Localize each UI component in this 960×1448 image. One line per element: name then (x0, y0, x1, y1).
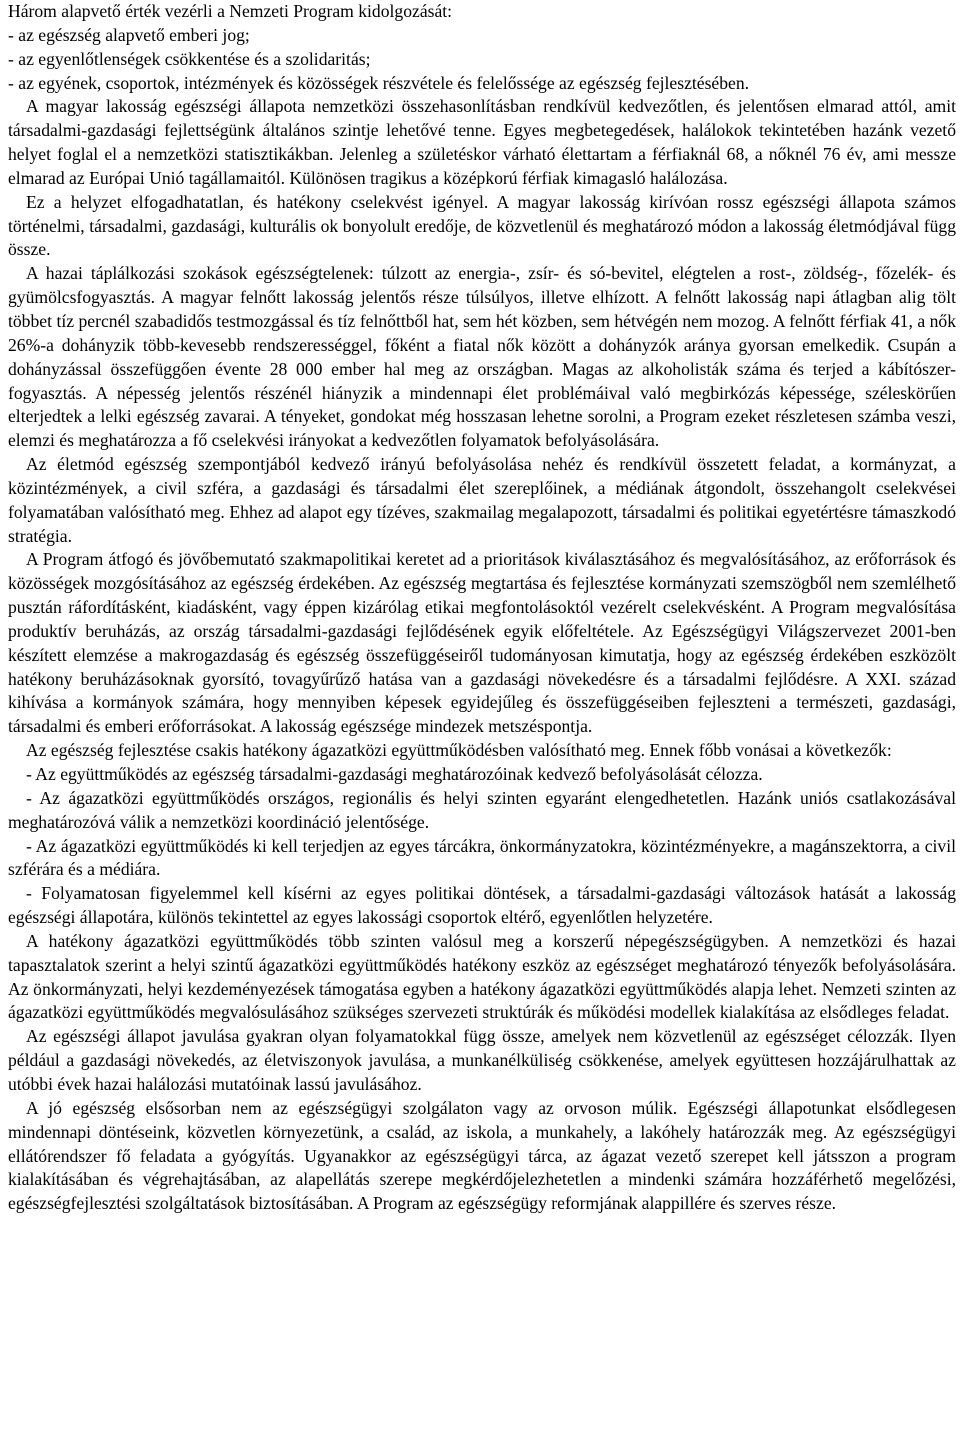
body-paragraph: A jó egészség elsősorban nem az egészségügyi szolgálaton vagy az orvoson múlik. Egészségi állapotunkat elsődlegesen mindennapi döntéseink, közvetlen környezetünk, a család, az iskola, a munkahely, a lakóhely határozzák meg. Az egészségügyi ellátórendszer fő feladata a gyógyítás. Ugyanakkor az egészségügyi tárca, az ágazat vezető szerepet kell játsszon a program kialakításában és végrehajtásában, az alapellátás szerepe megkérdőjelezhetetlen a mindenki számára hozzáférhető megelőzési, egészségfejlesztési szolgáltatások biztosításában. A Program az egészségügy reformjának alappillére és szerves része. (8, 1097, 956, 1214)
value-list-item: - az egyének, csoportok, intézmények és közösségek részvétele és felelőssége az egészség fejlesztésében. (8, 72, 750, 93)
body-paragraph: A magyar lakosság egészségi állapota nemzetközi összehasonlításban rendkívül kedvezőtlen, és jelentősen elmarad attól, amit társadalmi-gazdasági fejlettségünk általános szintje lehetővé tenne. Egyes megbetegedések, halálokok tekintetében hazánk vezető helyet foglal el a nemzetközi statisztikákban. Jelenleg a születéskor várható élettartam a férfiaknál 68, a nőknél 76 év, ami messze elmarad az Európai Unió tagállamaitól. Különösen tragikus a középkorú férfiak kimagasló halálozása. (8, 96, 956, 188)
body-paragraph: A hatékony ágazatközi együttműködés több szinten valósul meg a korszerű népegészségügyben. A nemzetközi és hazai tapasztalatok szerint a helyi szintű ágazatközi együttműködés hatékony eszköz az egészséget meghatározó tényezők befolyásolására. Az önkormányzati, helyi kezdeményezések támogatása egyben a hatékony ágazatközi együttműködés alapja lehet. Nemzeti szinten az ágazatközi együttműködés megvalósulásához szükséges szervezeti struktúrák és működési modellek kialakítása az elsődleges feladat. (8, 930, 956, 1023)
body-paragraph: Az életmód egészség szempontjából kedvező irányú befolyásolása nehéz és rendkívül összetett feladat, a kormányzat, a közintézmények, a civil szféra, a gazdasági és társadalmi élet szereplőinek, a médiának átgondolt, összehangolt cselekvései folyamatában valósítható meg. Ehhez ad alapot egy tízéves, szakmailag megalapozott, társadalmi és politikai egyetértésre támaszkodó stratégia. (8, 454, 956, 546)
cooperation-list-item: - Folyamatosan figyelemmel kell kísérni az egyes politikai döntések, a társadalmi-gazdasági változások hatását a lakosság egészségi állapotára, különös tekintettel az egyes lakossági csoportok eltérő, egyenlőtlen helyzetére. (8, 883, 956, 928)
body-paragraph: Az egészségi állapot javulása gyakran olyan folyamatokkal függ össze, amelyek nem közvetlenül az egészséget célozzák. Ilyen például a gazdasági növekedés, az életviszonyok javulása, a munkanélküliség csökkenése, amelyek együttesen hozzájárulhattak az utóbbi évek hazai halálozási mutatóinak lassú javulásához. (8, 1026, 956, 1094)
cooperation-list-item: - Az ágazatközi együttműködés ki kell terjedjen az egyes tárcákra, önkormányzatokra, közintézményekre, a magánszektorra, a civil szférára és a médiára. (8, 835, 956, 880)
value-list-item: - az egészség alapvető emberi jog; (8, 24, 250, 45)
value-list-item: - az egyenlőtlenségek csökkentése és a szolidaritás; (8, 48, 371, 69)
document-page (8, 0, 956, 1216)
body-paragraph: Ez a helyzet elfogadhatatlan, és hatékony cselekvést igényel. A magyar lakosság kirívóan rossz egészségi állapota számos történelmi, társadalmi, gazdasági, kulturális ok bonyolult eredője, de közvetlenül és meghatározó módon a lakosság életmódjával függ össze. (8, 191, 956, 260)
cooperation-list-item: - Az ágazatközi együttműködés országos, regionális és helyi szinten egyaránt elengedhetetlen. Hazánk uniós csatlakozásával meghatározóvá válik a nemzetközi koordináció jelentősége. (8, 787, 956, 832)
body-paragraph: A hazai táplálkozási szokások egészségtelenek: túlzott az energia-, zsír- és só-bevitel, elégtelen a rost-, zöldség-, főzelék- és gyümölcsfogyasztás. A magyar felnőtt lakosság jelentős része túlsúlyos, illetve elhízott. A felnőtt lakosság napi átlagban alig tölt többet tíz percnél szabadidős testmozgással és tíz felnőttből hat, sem hét közben, sem hétvégén nem mozog. A felnőtt férfiak 41, a nők 26%-a dohányzik több-kevesebb rendszerességgel, főként a fiatal nők között a dohányzók aránya gyorsan emelkedik. Csupán a dohányzással összefüggően évente 28 000 ember hal meg az országban. Magas az alkoholisták száma és terjed a kábítószer-fogyasztás. A népesség jelentős részénél hiányzik a mindennapi élet problémáival való megbirkózás képessége, széleskörűen elterjedtek a lelki egészség zavarai. A tényeket, gondokat még hosszasan lehetne sorolni, a Program ezeket részletesen számba veszi, elemzi és meghatározza a fő cselekvési irányokat a kedvezőtlen folyamatok befolyásolására. (8, 263, 956, 451)
intro-line: Három alapvető érték vezérli a Nemzeti Program kidolgozását: (8, 1, 453, 21)
body-paragraph: Az egészség fejlesztése csakis hatékony ágazatközi együttműködésben valósítható meg. Ennek főbb vonásai a következők: (26, 740, 892, 761)
body-paragraph: A Program átfogó és jövőbemutató szakmapolitikai keretet ad a prioritások kiválasztásához és megvalósításához, az erőforrások és közösségek mozgósításához az egészség érdekében. Az egészség megtartása és fejlesztése kormányzati szemszögből nem szemlélhető pusztán ráfordításként, kiadásként, vagy éppen kizárólag etikai megfontolásoktól vezérelt cselekvésként. A Program megvalósítása produktív beruházás, az ország társadalmi-gazdasági fejlődésének egyik előfeltétele. Az Egészségügyi Világszervezet 2001-ben készített elemzése a makrogazdaság és egészség összefüggéseiről tudományosan kimutatja, hogy az egészség érdekében eszközölt hatékony beruházásoknak gyorsító, tovagyűrűző hatása van a gazdasági növekedésre és a társadalmi fejlődésre. A XXI. század kihívása a kormányok számára, hogy mennyiben képesek egyidejűleg és összefüggéseiben fejleszteni a természeti, gazdasági, társadalmi és emberi erőforrásokat. A lakosság egészsége mindezek metszéspontja. (8, 549, 956, 737)
cooperation-list-item: - Az együttműködés az egészség társadalmi-gazdasági meghatározóinak kedvező befolyásolását célozza. (26, 764, 763, 784)
